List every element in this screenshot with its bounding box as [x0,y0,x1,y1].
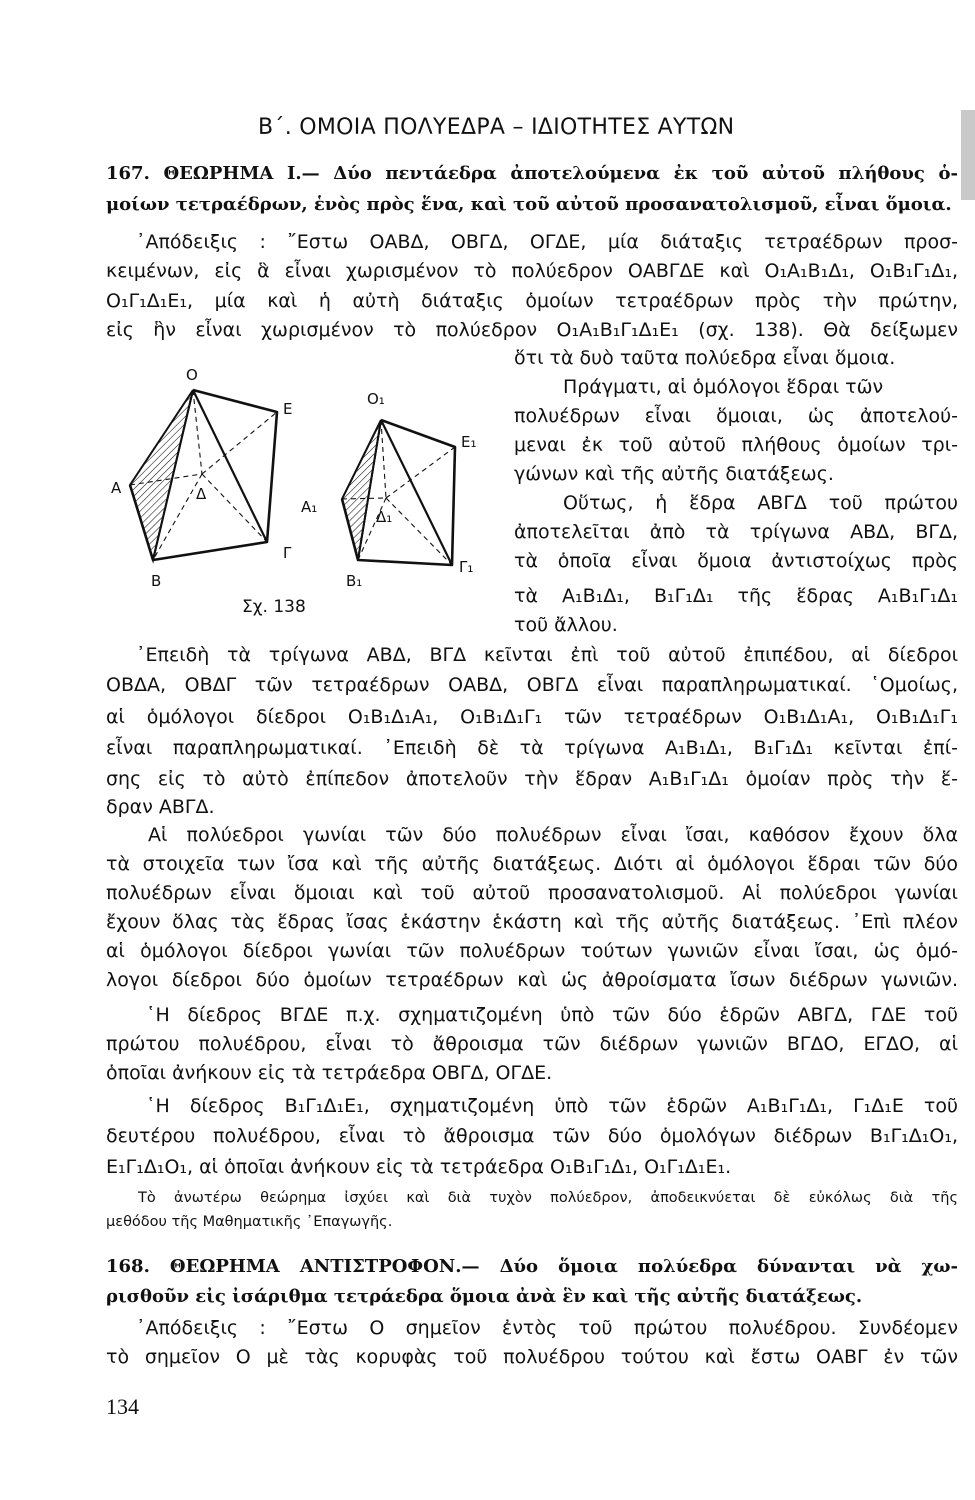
label-g1: Γ₁ [459,558,474,576]
right-col-line-2: Πράγματι, αἱ ὁμόλογοι ἕδραι τῶν [563,376,884,398]
body-line-2: ΟΒΔΑ, ΟΒΔΓ τῶν τετραέδρων ΟΑΒΔ, ΟΒΓΔ εἶναι παραπληρωματικαί. ῾Ομοίως, [106,674,958,696]
theorem-167-heading-line-1: 167. ΘΕΩΡΗΜΑ Ι.— Δύο πεντάεδρα ἀποτελούμενα ἐκ τοῦ αὐτοῦ πλήθους ὁ- [106,163,958,184]
label-b1: Β₁ [346,572,363,590]
right-col-line-7: ἀποτελεῖται ἀπὸ τὰ τρίγωνα ΑΒΔ, ΒΓΔ, [514,521,958,543]
body-line-13: ῾Η δίεδρος ΒΓΔΕ π.χ. σχηματιζομένη ὑπὸ τῶν δύο ἑδρῶν ΑΒΓΔ, ΓΔΕ τοῦ [146,1004,958,1026]
body-line-8: τὰ στοιχεῖα των ἴσα καὶ τῆς αὐτῆς διατάξεως. Διότι αἱ ὁμόλογοι ἕδραι τῶν δύο [106,853,958,875]
theorem-167-heading-line-2: μοίων τετραέδρων, ἑνὸς πρὸς ἕνα, καὶ τοῦ αὐτοῦ προσανατολισμοῦ, εἶναι ὅμοια. [106,194,952,215]
label-a: Α [111,479,122,497]
proof-intro-line-2: κειμένων, εἰς ἃ εἶναι χωρισμένον τὸ πολύεδρον ΟΑΒΓΔΕ καὶ Ο₁Α₁Β₁Δ₁, Ο₁Β₁Γ₁Δ₁, [106,260,958,282]
body-line-7: Αἱ πολύεδροι γωνίαι τῶν δύο πολυέδρων εἶναι ἴσαι, καθόσον ἔχουν ὅλα [148,824,958,846]
body-line-17: δευτέρου πολυέδρου, εἶναι τὸ ἄθροισμα τῶν δύο ὁμολόγων διέδρων Β₁Γ₁Δ₁Ο₁, [106,1125,958,1147]
hatched-face-oab [130,390,193,560]
right-col-line-1: ὅτι τὰ δυὸ ταῦτα πολύεδρα εἶναι ὅμοια. [514,347,896,369]
right-col-line-6: Οὕτως, ἡ ἕδρα ΑΒΓΔ τοῦ πρώτου [563,492,958,514]
note-line-2: μεθόδου τῆς Μαθηματικῆς ᾽Επαγωγῆς. [106,1214,393,1230]
label-o1: Ο₁ [367,390,385,408]
right-col-line-4: μεναι ἐκ τοῦ αὐτοῦ πλήθους ὁμοίων τρι- [514,434,958,456]
label-o: Ο [186,366,198,384]
body-line-5: σης εἰς τὸ αὐτὸ ἐπίπεδον ἀποτελοῦν τὴν ἕδραν Α₁Β₁Γ₁Δ₁ ὁμοίαν πρὸς τὴν ἕ- [106,768,958,790]
theorem-168-heading-line-1: 168. ΘΕΩΡΗΜΑ ΑΝΤΙΣΤΡΟΦΟΝ.— Δύο ὅμοια πολύεδρα δύνανται νὰ χω- [106,1256,958,1277]
body-line-14: πρώτου πολυέδρου, εἶναι τὸ ἄθροισμα τῶν διέδρων γωνιῶν ΒΓΔΟ, ΕΓΔΟ, αἱ [106,1033,958,1055]
figure-caption: Σχ. 138 [242,597,306,617]
right-col-line-5: γώνων καὶ τῆς αὐτῆς διατάξεως. [514,463,834,485]
polyhedron-1 [130,390,277,560]
label-b: Β [151,572,162,590]
body-line-4: εἶναι παραπληρωματικαί. ᾽Επειδὴ δὲ τὰ τρίγωνα Α₁Β₁Δ₁, Β₁Γ₁Δ₁ κεῖνται ἐπί- [106,737,958,759]
proof-intro-line-4: εἰς ἣν εἶναι χωρισμένον τὸ πολύεδρον Ο₁Α₁Β₁Γ₁Δ₁Ε₁ (σχ. 138). Θὰ δείξωμεν [106,319,958,341]
right-col-line-8: τὰ ὁποῖα εἶναι ὅμοια ἀντιστοίχως πρὸς [514,550,958,572]
theorem-168-heading-line-2: ρισθοῦν εἰς ἰσάριθμα τετράεδρα ὅμοια ἀνὰ ἓν καὶ τῆς αὐτῆς διατάξεως. [106,1286,863,1307]
figure-138 [105,362,495,632]
label-e1: Ε₁ [461,433,477,451]
body-line-18: Ε₁Γ₁Δ₁Ο₁, αἱ ὁποῖαι ἀνήκουν εἰς τὰ τετράεδρα Ο₁Β₁Γ₁Δ₁, Ο₁Γ₁Δ₁Ε₁. [106,1156,732,1178]
theorem-168-proof-line-1: ᾽Απόδειξις : ῎Εστω Ο σημεῖον ἐντὸς τοῦ πρώτου πολυέδρου. Συνδέομεν [136,1317,958,1339]
note-line-1: Τὸ ἀνωτέρω θεώρημα ἰσχύει καὶ διὰ τυχὸν πολύεδρον, ἀποδεικνύεται δὲ εὐκόλως διὰ τῆς [138,1190,958,1206]
adjacent-page-edge [961,110,975,200]
label-e: Ε [283,400,293,418]
theorem-168-proof-line-2: τὸ σημεῖον Ο μὲ τὰς κορυφὰς τοῦ πολυέδρου τούτου καὶ ἔστω ΟΑΒΓ ἐν τῶν [106,1346,958,1368]
edge-o-g [193,390,267,542]
polyhedron-2 [342,420,455,565]
body-line-12: λογοι δίεδροι δύο ὁμοίων τετραέδρων καὶ ὡς ἀθροίσματα ἴσων διέδρων γωνιῶν. [106,969,958,991]
label-a1: Α₁ [301,498,318,516]
body-line-6: δραν ΑΒΓΔ. [106,796,215,818]
right-col-line-10: τοῦ ἄλλου. [514,614,618,636]
label-d: Δ [196,485,207,503]
body-line-16: ῾Η δίεδρος Β₁Γ₁Δ₁Ε₁, σχηματιζομένη ὑπὸ τῶν ἑδρῶν Α₁Β₁Γ₁Δ₁, Γ₁Δ₁Ε τοῦ [146,1095,958,1117]
section-title: Β΄. ΟΜΟΙΑ ΠΟΛΥΕΔΡΑ – ΙΔΙΟΤΗΤΕΣ ΑΥΤΩΝ [258,115,735,140]
body-line-15: ὁποῖαι ἀνήκουν εἰς τὰ τετράεδρα ΟΒΓΔ, ΟΓΔΕ. [106,1062,553,1084]
label-d1: Δ₁ [376,508,393,526]
body-line-9: πολυέδρων εἶναι ὅμοιαι καὶ τοῦ αὐτοῦ προσανατολισμοῦ. Αἱ πολύεδροι γωνίαι [106,882,958,904]
right-col-line-9: τὰ Α₁Β₁Δ₁, Β₁Γ₁Δ₁ τῆς ἕδρας Α₁Β₁Γ₁Δ₁ [514,585,958,607]
body-line-3: αἱ ὁμόλογοι δίεδροι Ο₁Β₁Δ₁Α₁, Ο₁Β₁Δ₁Γ₁ τῶν τετραέδρων Ο₁Β₁Δ₁Α₁, Ο₁Β₁Δ₁Γ₁ [106,706,958,728]
body-line-10: ἔχουν ὅλας τὰς ἕδρας ἴσας ἑκάστην ἑκάστη καὶ τῆς αὐτῆς διατάξεως. ᾽Επὶ πλέον [106,911,958,933]
page-number: 134 [106,1394,139,1419]
proof-intro-line-3: Ο₁Γ₁Δ₁Ε₁, μία καὶ ἡ αὐτὴ διάταξις ὁμοίων τετραέδρων πρὸς τὴν πρώτην, [106,290,958,312]
right-col-line-3: πολυέδρων εἶναι ὅμοιαι, ὡς ἀποτελού- [514,405,958,427]
body-line-11: αἱ ὁμόλογοι δίεδροι γωνίαι τῶν πολυέδρων τούτων γωνιῶν εἶναι ἴσαι, ὡς ὁμό- [106,940,958,962]
proof-intro-line-1: ᾽Απόδειξις : ῎Εστω ΟΑΒΔ, ΟΒΓΔ, ΟΓΔΕ, μία διάταξις τετραέδρων προσ- [136,231,958,253]
body-line-1: ᾽Επειδὴ τὰ τρίγωνα ΑΒΔ, ΒΓΔ κεῖνται ἐπὶ τοῦ αὐτοῦ ἐπιπέδου, αἱ δίεδροι [136,644,958,666]
label-g: Γ [283,544,292,562]
